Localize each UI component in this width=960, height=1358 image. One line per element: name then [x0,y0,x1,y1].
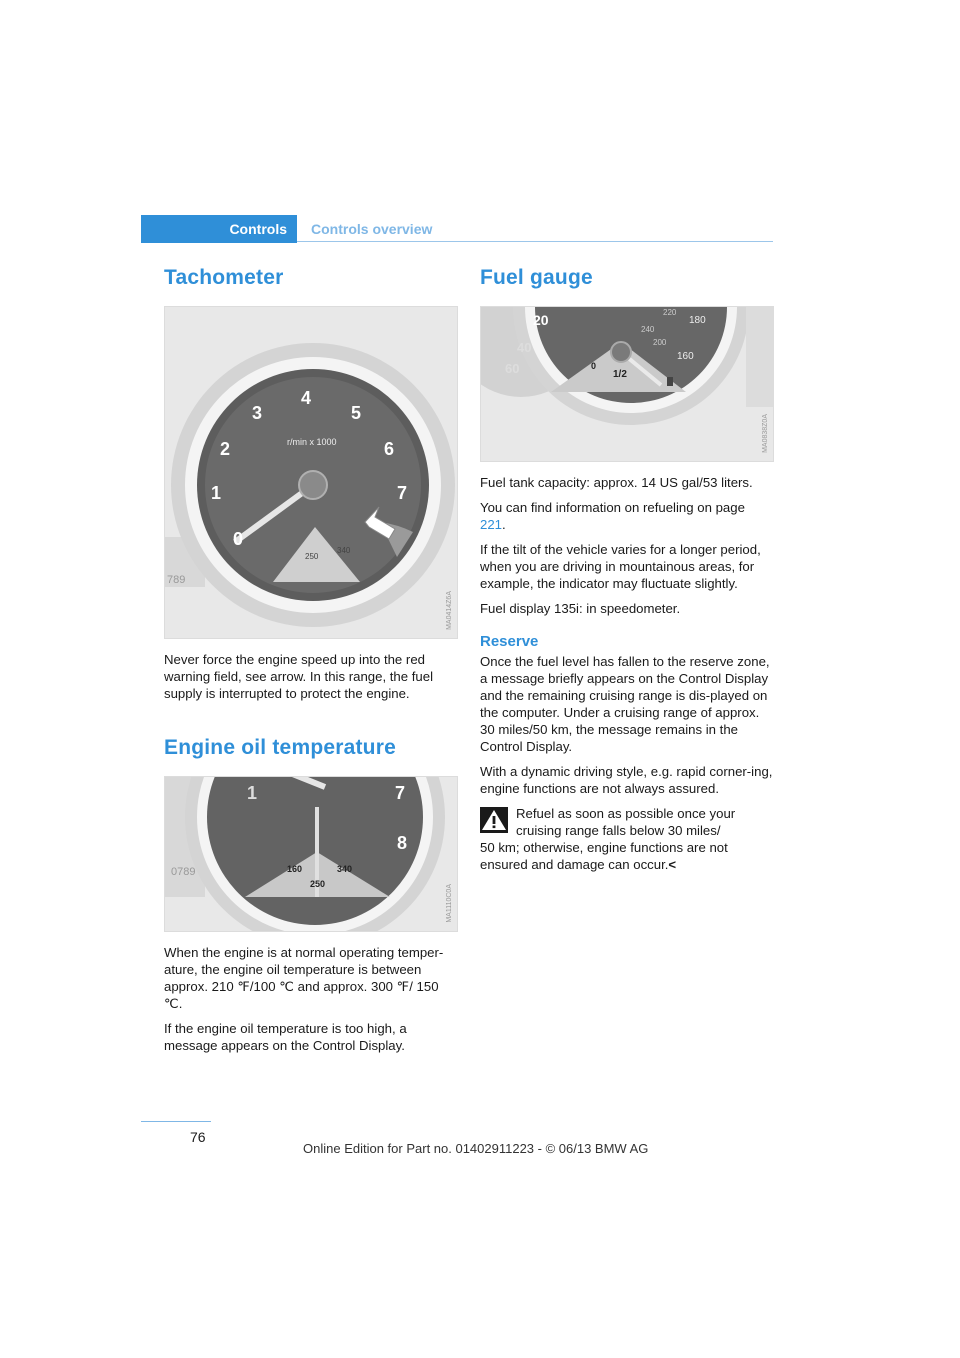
fuel-refuel-text: You can find information on refueling on page [480,500,745,515]
fuel-small-220: 220 [663,308,677,317]
oil-temp-paragraph-2: If the engine oil temperature is too high, a message appears on the Control Display. [164,1021,407,1053]
header-active-section[interactable]: Controls [141,215,297,243]
warning-text-rest [480,839,774,873]
footer-divider [141,1121,211,1122]
reserve-paragraph-2: With a dynamic driving style, e.g. rapid corner-ing, engine functions are not always assured. [480,764,773,796]
fuel-number-20: 20 [533,312,549,328]
edition-notice: Online Edition for Part no. 01402911223 - © 06/13 BMW AG [303,1141,649,1156]
tacho-number-1: 1 [211,483,222,503]
oil-number-8: 8 [397,833,408,853]
page-number: 76 [190,1129,206,1145]
oil-temp-paragraph-1: When the engine is at normal operating temper-ature, the engine oil temperature is between approx. 210 ℉/100 ℃ and approx. 300 ℉/ 150 ℃. [164,945,444,1011]
fuel-display-text: Fuel display 135i: in speedometer. [480,601,681,616]
oil-temp-figure [164,776,458,932]
fuel-refuel-period: . [502,517,506,532]
fuel-small-0: 0 [591,361,597,371]
fuel-small-160: 160 [677,351,694,362]
oil-odometer: 0789 [171,866,196,878]
page-221-link[interactable]: 221 [480,517,503,532]
oil-number-7: 7 [395,783,406,803]
reserve-heading: Reserve [480,633,539,650]
tachometer-heading: Tachometer [164,266,284,289]
fuel-small-180: 180 [689,315,706,326]
tacho-number-0: 0 [233,529,244,549]
tacho-number-4: 4 [301,388,312,408]
tacho-number-2: 2 [220,439,231,459]
fuel-refuel-reference [480,499,774,533]
right-column [480,262,774,873]
oil-number-1: 1 [247,783,258,803]
tacho-number-5: 5 [351,403,362,423]
oil-figure-code: MA1110C0A [446,884,453,923]
warning-text-first: Refuel as soon as possible once your cruising range falls below 30 miles/ [516,806,736,838]
fuel-gauge-figure [480,306,774,462]
warning-text-rest-body: 50 km; otherwise, engine functions are not ensured and damage can occur. [480,840,728,872]
fuel-gauge-illustration [481,307,773,461]
section-header [141,215,773,243]
tacho-small-340: 340 [337,546,351,555]
tacho-number-6: 6 [384,439,395,459]
tacho-small-250: 250 [305,552,319,561]
tacho-title: r/min x 1000 [287,437,337,447]
tachometer-figure-code: MA0414Z6A [446,591,453,630]
oil-small-250: 250 [310,879,326,889]
tacho-number-7: 7 [397,483,408,503]
fuel-number-40: 40 [517,340,532,355]
tacho-odometer: 789 [167,574,186,586]
fuel-small-half: 1/2 [613,369,627,380]
oil-small-160: 160 [287,864,303,874]
warning-triangle-icon [480,807,508,833]
oil-small-340: 340 [337,864,353,874]
end-mark: < [668,857,677,872]
fuel-figure-code: MA0838Z0A [762,414,769,453]
oil-temp-heading: Engine oil temperature [164,736,396,759]
fuel-tilt-text: If the tilt of the vehicle varies for a longer period, when you are driving in mountainous areas, for example, the indicator may fluctuate slightly. [480,542,761,591]
left-column [164,262,458,1062]
tachometer-figure [164,306,458,639]
fuel-small-240: 240 [641,325,655,334]
tachometer-gauge-illustration [165,307,457,638]
tacho-number-3: 3 [252,403,263,423]
fuel-capacity-text: Fuel tank capacity: approx. 14 US gal/53 liters. [480,475,753,490]
header-divider [297,241,773,242]
fuel-number-60: 60 [505,361,520,376]
reserve-paragraph-1: Once the fuel level has fallen to the reserve zone, a message briefly appears on the Control Display and the remaining cruising range is dis-played on the computer. Under a cruising range of approx. 30 miles/50 km, the message remains in the Control Display. [480,654,770,754]
fuel-small-200: 200 [653,338,667,347]
header-inactive-section[interactable]: Controls overview [311,221,433,237]
reserve-warning [480,805,774,873]
fuel-gauge-heading: Fuel gauge [480,266,593,289]
fuel-pump-symbol [667,377,673,386]
tachometer-text: Never force the engine speed up into the red warning field, see arrow. In this range, the fuel supply is interrupted to protect the engine. [164,652,434,701]
oil-temp-gauge-illustration [165,777,457,931]
